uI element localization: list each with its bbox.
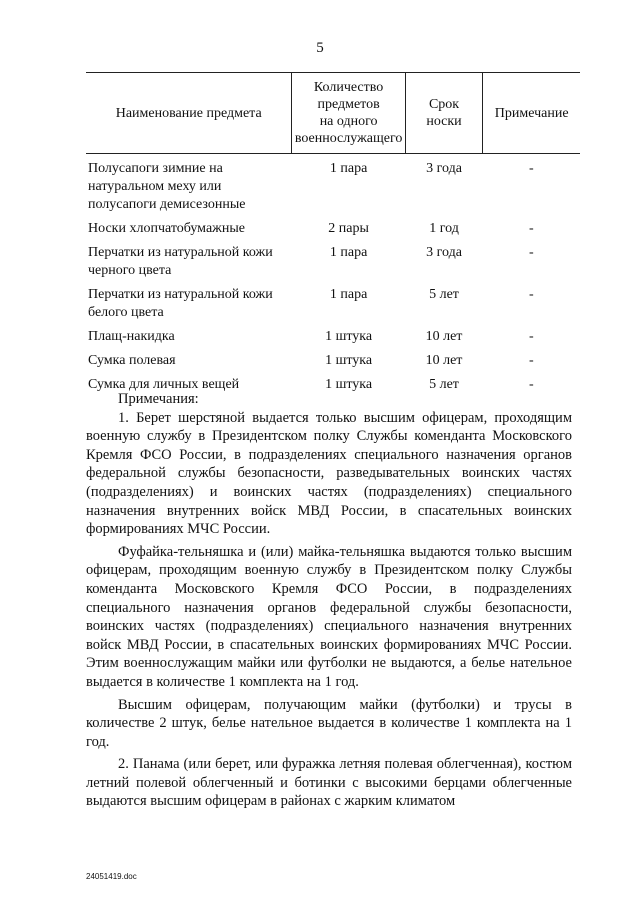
cell-note: -	[529, 377, 534, 392]
cell-term: 5 лет	[429, 377, 459, 392]
table-row	[86, 244, 580, 286]
cell-item-name	[86, 220, 292, 244]
header-term-line: Срок	[428, 97, 460, 112]
header-quantity	[292, 73, 405, 154]
note-paragraph: Высшим офицерам, получающим майки (футболки) и трусы в количестве 2 штук, белье нательное выдается в количестве 1 комплекта на 1 год.	[86, 696, 572, 750]
header-term	[405, 73, 483, 154]
cell-item-name	[86, 352, 292, 376]
items-table	[86, 72, 580, 400]
cell-quantity: 1 пара	[329, 287, 368, 302]
header-quantity-line: военнослужащего	[294, 131, 403, 146]
cell-quantity: 1 пара	[329, 161, 368, 176]
note-paragraph: 1. Берет шерстяной выдается только высшим офицерам, проходящим военную службу в Президентском полку Службы коменданта Московского Кремля ФСО России, в подразделениях специального назначения органов федеральной службы безопасности, разведывательных воинских частях (подразделениях) и воинских частях (подразделениях) специального назначения внутренних войск МВД России, в спасательных воинских формированиях МЧС России.	[86, 409, 572, 538]
cell-note: -	[529, 221, 534, 236]
cell-term: 5 лет	[429, 287, 459, 302]
cell-name-line: Плащ-накидка	[88, 329, 175, 344]
header-item-name: Наименование предмета	[86, 73, 292, 154]
cell-name-line: Перчатки из натуральной кожи	[88, 245, 273, 260]
cell-name-line: черного цвета	[88, 263, 172, 278]
header-quantity-line: Количество	[313, 80, 384, 95]
cell-note: -	[529, 353, 534, 368]
cell-quantity: 1 штука	[325, 329, 373, 344]
cell-name-line: полусапоги демисезонные	[88, 197, 246, 212]
table-row	[86, 154, 580, 221]
note-paragraph: Фуфайка-тельняшка и (или) майка-тельняшка выдаются только высшим офицерам, проходящим военную службу в Президентском полку Службы коменданта Московского Кремля ФСО России, в подразделениях специального назначения органов федеральной службы безопасности, воинских частях (подразделениях) специального назначения внутренних войск МВД России, в спасательных воинских формированиях МЧС России. Этим военнослужащим майки или футболки не выдаются, а белье нательное выдается в количестве 1 комплекта на 1 год.	[86, 543, 572, 690]
table-row	[86, 328, 580, 352]
header-note: Примечание	[483, 73, 580, 154]
cell-name-line: Сумка полевая	[88, 353, 176, 368]
cell-item-name	[86, 328, 292, 352]
header-quantity-line: предметов	[317, 97, 380, 112]
note-paragraph: 2. Панама (или берет, или фуражка летняя полевая облегченная), костюм летний полевой облегченный и ботинки с высокими берцами облегченные выдаются высшим офицерам в районах с жарким климатом	[86, 756, 572, 810]
cell-name-line: натуральном меху или	[88, 179, 222, 194]
file-name-footer: 24051419.doc	[86, 872, 137, 881]
cell-note: -	[529, 245, 534, 260]
cell-item-name	[86, 286, 292, 328]
cell-quantity: 1 штука	[325, 353, 373, 368]
page-number: 5	[316, 40, 324, 56]
cell-quantity: 1 пара	[329, 245, 368, 260]
cell-term: 1 год	[429, 221, 459, 236]
cell-note: -	[529, 287, 534, 302]
table-row	[86, 286, 580, 328]
cell-quantity: 1 штука	[325, 377, 373, 392]
cell-quantity: 2 пары	[328, 221, 369, 236]
cell-name-line: Перчатки из натуральной кожи	[88, 287, 273, 302]
cell-term: 3 года	[426, 161, 462, 176]
table-header-row	[86, 73, 580, 154]
cell-name-line: Полусапоги зимние на	[88, 161, 223, 176]
cell-term: 10 лет	[425, 353, 463, 368]
notes-heading: Примечания:	[118, 391, 199, 407]
cell-note: -	[529, 161, 534, 176]
cell-term: 3 года	[426, 245, 462, 260]
cell-name-line: Носки хлопчатобумажные	[88, 221, 245, 236]
cell-item-name	[86, 244, 292, 286]
cell-name-line: Сумка для личных вещей	[88, 377, 240, 392]
cell-name-line: белого цвета	[88, 305, 164, 320]
cell-item-name	[86, 154, 292, 221]
notes-section	[86, 390, 572, 815]
cell-term: 10 лет	[425, 329, 463, 344]
header-term-line: носки	[426, 114, 462, 129]
table-row	[86, 220, 580, 244]
header-quantity-line: на одного	[319, 114, 378, 129]
table-row	[86, 352, 580, 376]
cell-note: -	[529, 329, 534, 344]
